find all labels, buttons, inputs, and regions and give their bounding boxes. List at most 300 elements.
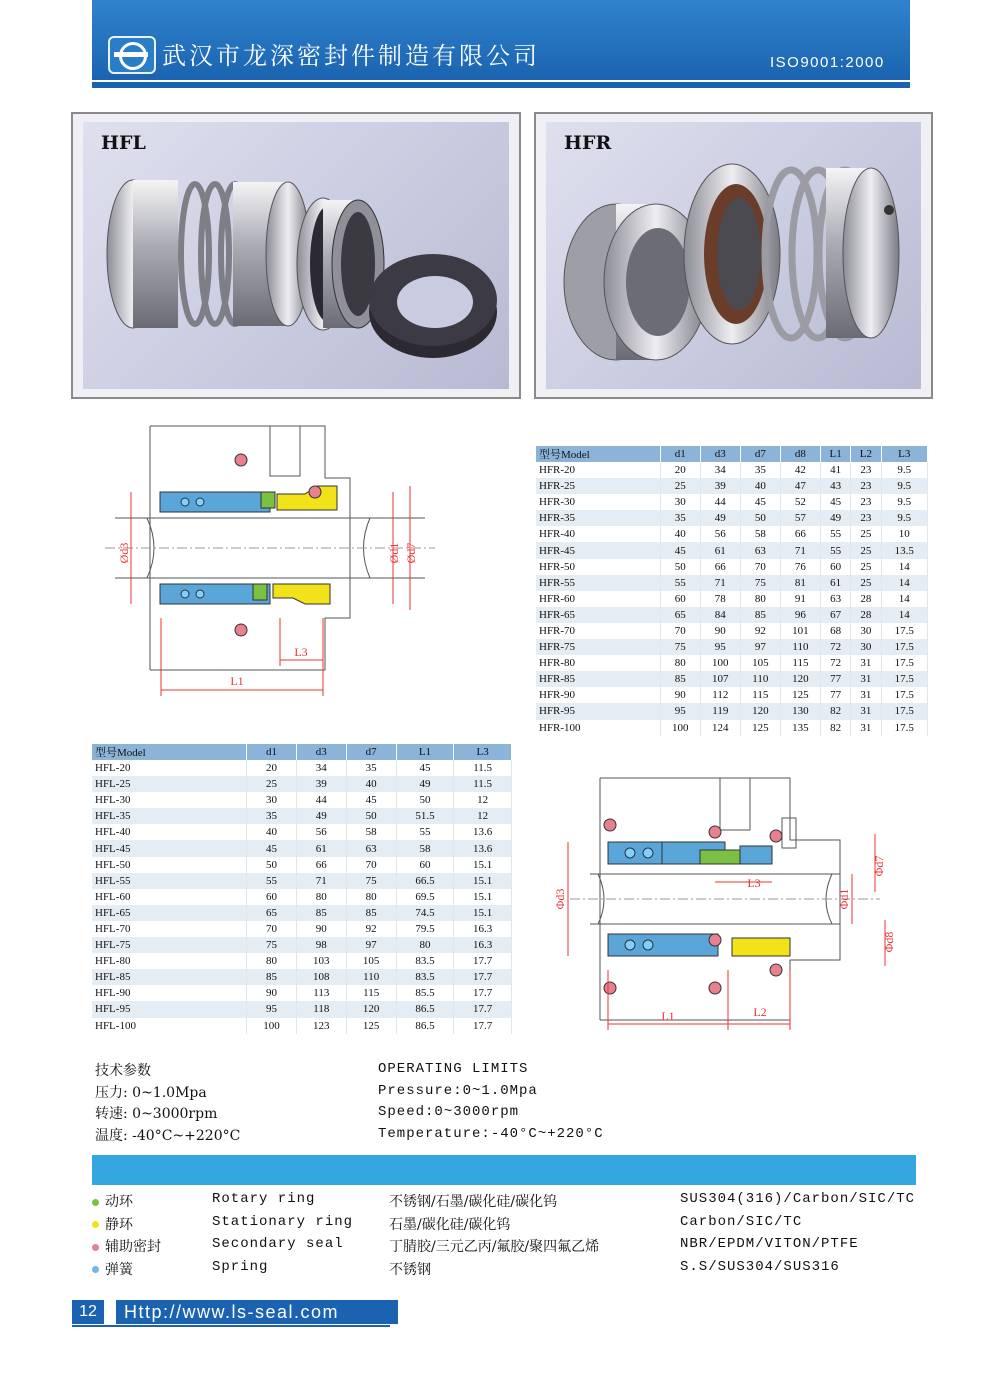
- hfl-table-cell: 12: [454, 808, 512, 824]
- hfl-table-cell: HFL-30: [92, 792, 247, 808]
- hfr-table-cell: HFR-90: [536, 687, 660, 703]
- hfl-table-cell: 60: [247, 889, 297, 905]
- hfr-table-cell: 100: [660, 720, 700, 736]
- hfr-table-cell: 9.5: [881, 494, 927, 510]
- hfl-table-cell: 55: [396, 824, 454, 840]
- hfr-table-cell: 78: [700, 591, 740, 607]
- hfr-table-cell: 125: [740, 720, 780, 736]
- hfr-table-cell: 71: [780, 542, 820, 558]
- hfr-table-cell: 75: [740, 575, 780, 591]
- hfr-table-cell: HFR-80: [536, 655, 660, 671]
- hfl-table-cell: 70: [346, 857, 396, 873]
- hfl-dim-l1: L1: [230, 674, 244, 688]
- hfr-table-cell: 112: [700, 687, 740, 703]
- material-cn: 不锈钢: [389, 1261, 431, 1278]
- hfr-table-cell: 10: [881, 526, 927, 542]
- hfl-table-row: [92, 1001, 512, 1017]
- hfr-table-cell: HFR-85: [536, 671, 660, 687]
- hfl-table-cell: 63: [346, 840, 396, 856]
- hfl-table-cell: 75: [346, 873, 396, 889]
- hfl-table-cell: 83.5: [396, 953, 454, 969]
- hfl-table-row: [92, 905, 512, 921]
- hfr-table-cell: 20: [660, 462, 700, 478]
- hfl-table-cell: 58: [346, 824, 396, 840]
- hfr-table-cell: 9.5: [881, 462, 927, 478]
- hfr-table-cell: 80: [740, 591, 780, 607]
- hfl-table-cell: 34: [296, 760, 346, 776]
- hfl-table-cell: 61: [296, 840, 346, 856]
- hfl-table-row: [92, 792, 512, 808]
- hfl-table-row: [92, 1018, 512, 1034]
- hfl-table-cell: HFL-85: [92, 969, 247, 985]
- hfl-table-cell: 40: [247, 824, 297, 840]
- hfl-table-cell: 125: [346, 1018, 396, 1034]
- hfr-table-cell: 14: [881, 607, 927, 623]
- hfr-table-cell: HFR-75: [536, 639, 660, 655]
- header-rule: [92, 82, 910, 88]
- hfr-seal-photo: [546, 122, 921, 389]
- hfl-table-cell: 50: [346, 808, 396, 824]
- hfl-table-cell: 97: [346, 937, 396, 953]
- hfl-table-cell: 80: [396, 937, 454, 953]
- hfr-table-cell: 17.5: [881, 623, 927, 639]
- hfr-table-cell: 135: [780, 720, 820, 736]
- hfl-table-cell: 110: [346, 969, 396, 985]
- hfr-table-row: [536, 720, 928, 736]
- hfr-table-cell: HFR-60: [536, 591, 660, 607]
- hfr-col-header: 型号Model: [536, 446, 660, 462]
- hfr-table-cell: 35: [740, 462, 780, 478]
- tech-cn-speed: 转速: 0~3000rpm: [95, 1106, 218, 1122]
- hfr-table-cell: 77: [820, 687, 850, 703]
- hfl-table-cell: 16.3: [454, 937, 512, 953]
- hfr-table-cell: 31: [851, 671, 881, 687]
- tech-cn-pressure: 压力: 0~1.0Mpa: [95, 1084, 207, 1101]
- hfr-table-cell: 25: [851, 526, 881, 542]
- hfr-table-cell: 34: [700, 462, 740, 478]
- hfl-table-cell: 83.5: [396, 969, 454, 985]
- hfl-table-cell: 90: [296, 921, 346, 937]
- hfr-dim-l3: L3: [747, 876, 761, 890]
- hfr-table-cell: 115: [780, 655, 820, 671]
- hfl-table-cell: 100: [247, 1018, 297, 1034]
- hfr-table-row: [536, 639, 928, 655]
- hfl-table-cell: 70: [247, 921, 297, 937]
- material-row: [92, 1236, 922, 1258]
- hfr-table-cell: 30: [851, 623, 881, 639]
- hfr-table-cell: 49: [700, 510, 740, 526]
- material-row: [92, 1259, 922, 1281]
- hfl-table-cell: 69.5: [396, 889, 454, 905]
- hfl-table-row: [92, 808, 512, 824]
- material-en: SUS304(316)/Carbon/SIC/TC: [680, 1191, 916, 1207]
- tech-params-cn: [95, 1061, 355, 1147]
- hfr-table-cell: 41: [820, 462, 850, 478]
- hfr-table-cell: HFR-35: [536, 510, 660, 526]
- hfr-table-row: [536, 510, 928, 526]
- material-part-en: Spring: [212, 1258, 269, 1275]
- hfl-col-header: d1: [247, 744, 297, 760]
- hfl-table-cell: HFL-100: [92, 1018, 247, 1034]
- hfl-table-cell: HFL-60: [92, 889, 247, 905]
- hfl-table-header: [92, 744, 512, 760]
- hfl-table-cell: 56: [296, 824, 346, 840]
- hfl-table-cell: 39: [296, 776, 346, 792]
- hfr-table-cell: 58: [740, 526, 780, 542]
- hfr-table-cell: 55: [660, 575, 700, 591]
- tech-en-pressure: Pressure:0~1.0Mpa: [378, 1082, 538, 1099]
- hfl-table-cell: 79.5: [396, 921, 454, 937]
- hfl-table-cell: HFL-80: [92, 953, 247, 969]
- hfr-table-cell: 30: [660, 494, 700, 510]
- hfl-table-cell: HFL-90: [92, 985, 247, 1001]
- hfr-table-cell: 23: [851, 462, 881, 478]
- hfr-table-cell: 40: [660, 526, 700, 542]
- hfr-table-cell: 67: [820, 607, 850, 623]
- hfr-table-cell: 70: [660, 623, 700, 639]
- hfl-table-cell: HFL-75: [92, 937, 247, 953]
- hfl-table-cell: HFL-55: [92, 873, 247, 889]
- hfr-table-row: [536, 655, 928, 671]
- hfr-table-cell: 57: [780, 510, 820, 526]
- material-cn: 不锈钢/石墨/碳化硅/碳化钨: [389, 1194, 558, 1210]
- hfr-table-cell: 25: [660, 478, 700, 494]
- hfl-table-row: [92, 969, 512, 985]
- hfl-col-header: d7: [346, 744, 396, 760]
- hfl-table-cell: 55: [247, 873, 297, 889]
- hfr-table-cell: 43: [820, 478, 850, 494]
- hfr-table-cell: 28: [851, 591, 881, 607]
- hfr-table-cell: 81: [780, 575, 820, 591]
- hfr-dim-d1: Φd1: [837, 888, 851, 910]
- hfr-table-cell: 9.5: [881, 478, 927, 494]
- hfr-table-cell: 105: [740, 655, 780, 671]
- hfr-table-cell: 66: [700, 559, 740, 575]
- hfl-table-cell: 17.7: [454, 969, 512, 985]
- hfr-table-cell: 23: [851, 494, 881, 510]
- hfr-table-row: [536, 478, 928, 494]
- hfr-table-row: [536, 591, 928, 607]
- hfl-table-cell: 35: [247, 808, 297, 824]
- tech-params-en: [378, 1059, 698, 1145]
- hfl-table-cell: 105: [346, 953, 396, 969]
- hfl-table-cell: 85: [247, 969, 297, 985]
- hfl-table-cell: 50: [247, 857, 297, 873]
- hfr-table-cell: 85: [740, 607, 780, 623]
- hfr-table-cell: 120: [740, 703, 780, 719]
- photo-panel-hfl: [71, 112, 521, 399]
- hfl-table-cell: HFL-35: [92, 808, 247, 824]
- hfr-table-cell: HFR-95: [536, 703, 660, 719]
- hfr-table-cell: HFR-55: [536, 575, 660, 591]
- hfr-table-cell: HFR-20: [536, 462, 660, 478]
- photo-label-hfl: HFL: [101, 132, 146, 154]
- material-part-cn: 静环: [92, 1214, 133, 1234]
- hfl-table-cell: 11.5: [454, 776, 512, 792]
- hfl-table-cell: 45: [396, 760, 454, 776]
- hfr-table-cell: 68: [820, 623, 850, 639]
- hfr-table-cell: 56: [700, 526, 740, 542]
- hfr-table-cell: 119: [700, 703, 740, 719]
- tech-en-speed: Speed:0~3000rpm: [378, 1104, 520, 1120]
- hfr-table-cell: 52: [780, 494, 820, 510]
- hfr-table-cell: 17.5: [881, 639, 927, 655]
- hfr-table-cell: 71: [700, 575, 740, 591]
- hfl-table-cell: 103: [296, 953, 346, 969]
- hfr-table-cell: 50: [740, 510, 780, 526]
- bullet-dot-icon: [92, 1244, 99, 1251]
- hfr-table-cell: HFR-65: [536, 607, 660, 623]
- hfl-table-cell: 75: [247, 937, 297, 953]
- hfr-table-cell: 28: [851, 607, 881, 623]
- hfl-table-cell: 98: [296, 937, 346, 953]
- hfr-table-cell: 90: [660, 687, 700, 703]
- hfr-table-cell: 60: [820, 559, 850, 575]
- material-en: S.S/SUS304/SUS316: [680, 1258, 840, 1275]
- website-link[interactable]: Http://www.ls-seal.com: [116, 1300, 398, 1324]
- hfl-table-cell: 11.5: [454, 760, 512, 776]
- hfr-table-cell: 82: [820, 703, 850, 719]
- hfl-table-cell: HFL-40: [92, 824, 247, 840]
- hfl-table-cell: 113: [296, 985, 346, 1001]
- hfl-dim-d1: Ød1: [387, 542, 401, 564]
- hfl-table-cell: 92: [346, 921, 396, 937]
- photo-label-hfr: HFR: [564, 132, 612, 154]
- hfl-table-cell: 13.6: [454, 824, 512, 840]
- hfr-table-cell: 76: [780, 559, 820, 575]
- hfl-table-cell: HFL-20: [92, 760, 247, 776]
- hfl-table-cell: 108: [296, 969, 346, 985]
- hfr-table-cell: 44: [700, 494, 740, 510]
- hfr-table-cell: 110: [780, 639, 820, 655]
- hfl-table-cell: 30: [247, 792, 297, 808]
- hfl-table-cell: 35: [346, 760, 396, 776]
- hfl-table-cell: 74.5: [396, 905, 454, 921]
- hfr-col-header: L3: [881, 446, 927, 462]
- hfr-table-cell: 14: [881, 559, 927, 575]
- hfr-table-cell: 84: [700, 607, 740, 623]
- hfr-table-cell: 72: [820, 655, 850, 671]
- hfl-table-cell: 66.5: [396, 873, 454, 889]
- hfr-table-cell: 90: [700, 623, 740, 639]
- hfr-table-cell: 110: [740, 671, 780, 687]
- hfr-table-cell: 35: [660, 510, 700, 526]
- hfl-col-header: 型号Model: [92, 744, 247, 760]
- hfl-table-cell: 12: [454, 792, 512, 808]
- hfr-table-row: [536, 687, 928, 703]
- hfr-table-cell: 63: [820, 591, 850, 607]
- hfr-table-row: [536, 623, 928, 639]
- hfr-table-cell: 17.5: [881, 671, 927, 687]
- hfr-table-cell: 95: [700, 639, 740, 655]
- hfr-table-cell: 61: [820, 575, 850, 591]
- hfr-table-cell: 49: [820, 510, 850, 526]
- hfr-table-cell: 17.5: [881, 703, 927, 719]
- hfl-table-cell: 25: [247, 776, 297, 792]
- hfl-table-row: [92, 824, 512, 840]
- tech-cn-title: 技术参数: [95, 1063, 151, 1079]
- hfr-table-cell: 23: [851, 478, 881, 494]
- hfr-table-cell: 130: [780, 703, 820, 719]
- hfr-table-header: [536, 446, 928, 462]
- hfl-table-cell: 80: [247, 953, 297, 969]
- hfr-table-cell: 14: [881, 591, 927, 607]
- hfl-table-cell: 44: [296, 792, 346, 808]
- hfr-table-cell: 14: [881, 575, 927, 591]
- hfr-table-cell: 25: [851, 575, 881, 591]
- hfl-table-cell: 17.7: [454, 985, 512, 1001]
- hfl-table-cell: 85.5: [396, 985, 454, 1001]
- hfr-table-cell: 30: [851, 639, 881, 655]
- hfr-col-header: L2: [851, 446, 881, 462]
- hfr-table-cell: HFR-100: [536, 720, 660, 736]
- hfr-table-cell: 101: [780, 623, 820, 639]
- hfr-table-cell: HFR-25: [536, 478, 660, 494]
- hfl-table-cell: 45: [247, 840, 297, 856]
- material-cn: 丁腈胶/三元乙丙/氟胶/聚四氟乙烯: [389, 1239, 600, 1255]
- hfl-table-cell: 13.6: [454, 840, 512, 856]
- hfl-table-cell: 58: [396, 840, 454, 856]
- hfr-table-cell: 31: [851, 703, 881, 719]
- hfr-table-cell: 13.5: [881, 542, 927, 558]
- hfr-table-cell: 17.5: [881, 720, 927, 736]
- hfr-table-cell: 50: [660, 559, 700, 575]
- hfl-table-cell: 65: [247, 905, 297, 921]
- company-logo-icon: [108, 36, 156, 74]
- hfl-table-cell: 85: [296, 905, 346, 921]
- hfr-table-cell: HFR-70: [536, 623, 660, 639]
- hfr-table-cell: 55: [820, 526, 850, 542]
- material-part-cn: 弹簧: [92, 1259, 133, 1279]
- hfr-table-cell: 107: [700, 671, 740, 687]
- hfr-table-row: [536, 575, 928, 591]
- hfl-table-row: [92, 889, 512, 905]
- hfl-seal-photo: [83, 122, 509, 389]
- hfr-table-cell: 42: [780, 462, 820, 478]
- hfr-table-row: [536, 671, 928, 687]
- hfr-table-cell: 40: [740, 478, 780, 494]
- hfl-table-row: [92, 857, 512, 873]
- hfr-table-cell: 60: [660, 591, 700, 607]
- material-row: [92, 1214, 922, 1236]
- hfr-spec-table: [536, 446, 928, 736]
- hfr-table-cell: 95: [660, 703, 700, 719]
- hfr-dim-l1: L1: [661, 1009, 675, 1023]
- hfl-table-cell: 49: [296, 808, 346, 824]
- hfl-table-cell: 49: [396, 776, 454, 792]
- hfr-table-cell: 45: [820, 494, 850, 510]
- hfl-col-header: L1: [396, 744, 454, 760]
- hfl-table-cell: 71: [296, 873, 346, 889]
- hfr-dim-d8: Φd8: [882, 931, 896, 953]
- material-en: Carbon/SIC/TC: [680, 1213, 803, 1230]
- hfr-col-header: d8: [780, 446, 820, 462]
- hfl-table-cell: 15.1: [454, 889, 512, 905]
- material-part-cn: 动环: [92, 1191, 133, 1211]
- hfr-table-cell: 70: [740, 559, 780, 575]
- hfl-dim-d3: Ød3: [117, 542, 131, 564]
- material-part-cn: 辅助密封: [92, 1236, 161, 1256]
- hfl-table-cell: 17.7: [454, 953, 512, 969]
- hfr-table-cell: 66: [780, 526, 820, 542]
- hfr-table-cell: 124: [700, 720, 740, 736]
- hfl-table-cell: 90: [247, 985, 297, 1001]
- company-name: 武汉市龙深密封件制造有限公司: [162, 42, 540, 70]
- hfl-table-row: [92, 953, 512, 969]
- material-cn: 石墨/碳化硅/碳化钨: [389, 1216, 511, 1233]
- hfl-table-cell: HFL-95: [92, 1001, 247, 1017]
- hfl-section-diagram: [105, 418, 435, 698]
- material-part-en: Secondary seal: [212, 1236, 344, 1252]
- hfr-table-cell: 120: [780, 671, 820, 687]
- hfr-table-cell: 45: [740, 494, 780, 510]
- hfr-table-row: [536, 703, 928, 719]
- hfl-table-cell: 15.1: [454, 905, 512, 921]
- hfr-table-cell: 75: [660, 639, 700, 655]
- hfl-table-cell: 45: [346, 792, 396, 808]
- hfl-table-cell: 60: [396, 857, 454, 873]
- hfl-col-header: d3: [296, 744, 346, 760]
- hfr-table-cell: 115: [740, 687, 780, 703]
- hfr-dim-l2: L2: [753, 1005, 767, 1019]
- hfr-table-cell: 47: [780, 478, 820, 494]
- material-row: [92, 1191, 922, 1213]
- hfr-table-cell: 82: [820, 720, 850, 736]
- hfr-table-cell: HFR-45: [536, 542, 660, 558]
- hfl-table-cell: 15.1: [454, 873, 512, 889]
- bullet-dot-icon: [92, 1221, 99, 1228]
- hfl-table-cell: 86.5: [396, 1001, 454, 1017]
- hfl-table-row: [92, 985, 512, 1001]
- hfr-section-diagram: [550, 770, 910, 1040]
- hfl-table-row: [92, 840, 512, 856]
- hfl-table-row: [92, 921, 512, 937]
- iso-certification: ISO9001:2000: [770, 54, 885, 71]
- hfl-table-cell: 15.1: [454, 857, 512, 873]
- hfl-table-row: [92, 937, 512, 953]
- hfl-table-cell: HFL-70: [92, 921, 247, 937]
- hfr-table-cell: 31: [851, 720, 881, 736]
- photo-panel-hfr: [534, 112, 933, 399]
- material-en: NBR/EPDM/VITON/PTFE: [680, 1236, 859, 1252]
- hfr-table-cell: 45: [660, 542, 700, 558]
- material-part-en: Rotary ring: [212, 1191, 316, 1207]
- hfr-dim-d3: Φd3: [553, 888, 567, 910]
- hfr-col-header: d7: [740, 446, 780, 462]
- page-number: 12: [72, 1300, 104, 1324]
- hfr-table-cell: 55: [820, 542, 850, 558]
- hfr-table-row: [536, 462, 928, 478]
- hfr-table-cell: 17.5: [881, 687, 927, 703]
- hfl-table-cell: 40: [346, 776, 396, 792]
- hfl-table-cell: 51.5: [396, 808, 454, 824]
- hfl-table-cell: 120: [346, 1001, 396, 1017]
- hfr-table-cell: 31: [851, 687, 881, 703]
- tech-en-title: OPERATING LIMITS: [378, 1061, 529, 1077]
- hfr-table-cell: 61: [700, 542, 740, 558]
- bullet-dot-icon: [92, 1199, 99, 1206]
- hfr-table-cell: 9.5: [881, 510, 927, 526]
- hfl-table-cell: 80: [296, 889, 346, 905]
- hfr-table-cell: HFR-40: [536, 526, 660, 542]
- hfl-table-cell: 118: [296, 1001, 346, 1017]
- hfl-dim-l3: L3: [294, 645, 308, 659]
- hfr-table-row: [536, 526, 928, 542]
- hfr-table-cell: 31: [851, 655, 881, 671]
- hfr-table-row: [536, 607, 928, 623]
- hfl-table-cell: 17.7: [454, 1018, 512, 1034]
- hfr-table-row: [536, 494, 928, 510]
